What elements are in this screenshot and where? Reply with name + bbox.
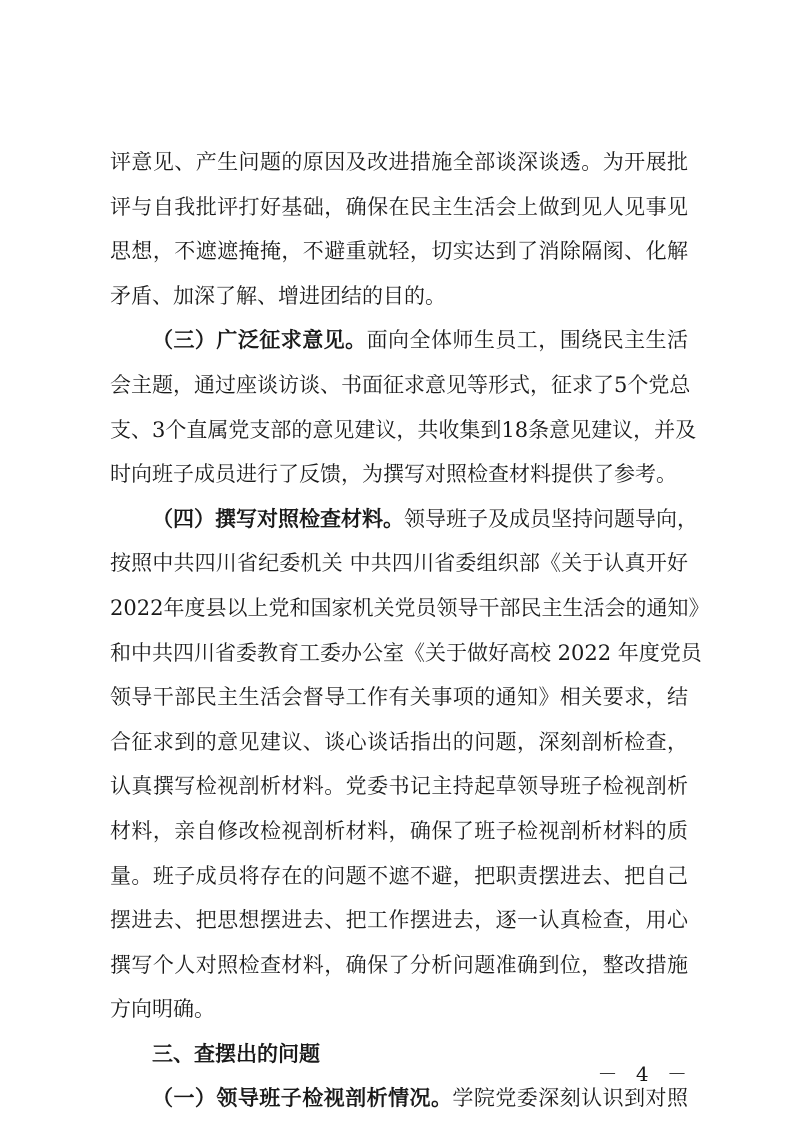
paragraph-line: 合征求到的意见建议、谈心谈话指出的问题，深刻剖析检查， bbox=[110, 729, 688, 754]
paragraph-line: 领导干部民主生活会督导工作有关事项的通知》相关要求，结 bbox=[110, 685, 688, 710]
heading-3: 三、查摆出的问题 bbox=[152, 1041, 320, 1066]
paragraph-line: 矛盾、加深了解、增进团结的目的。 bbox=[110, 283, 446, 308]
section-4-first-line bbox=[110, 497, 698, 542]
paragraph-line: 会主题，通过座谈访谈、书面征求意见等形式，征求了5个党总 bbox=[110, 372, 691, 397]
paragraph-line: 评与自我批评打好基础，确保在民主生活会上做到见人见事见 bbox=[110, 194, 688, 219]
section-3-text: 面向全体师生员工，围绕民主生活 bbox=[366, 328, 689, 353]
paragraph-line: 材料，亲自修改检视剖析材料，确保了班子检视剖析材料的质 bbox=[110, 818, 688, 843]
paragraph-line: 思想，不遮遮掩掩，不避重就轻，切实达到了消除隔阂、化解 bbox=[110, 239, 688, 264]
paragraph-line: 时向班子成员进行了反馈，为撰写对照检查材料提供了参考。 bbox=[110, 462, 677, 487]
paragraph-line: 评意见、产生问题的原因及改进措施全部谈深谈透。为开展批 bbox=[110, 150, 688, 174]
paragraph-line: 2022年度县以上党和国家机关党员领导干部民主生活会的通知》 bbox=[110, 595, 710, 620]
paragraph-line: 摆进去、把思想摆进去、把工作摆进去，逐一认真检查，用心 bbox=[110, 908, 688, 933]
paragraph-line: 方向明确。 bbox=[110, 997, 215, 1022]
section-4-title: （四）撰写对照检查材料。 bbox=[152, 506, 404, 531]
page-number: － 4 － bbox=[597, 1062, 693, 1086]
paragraph-line: 和中共四川省委教育工委办公室《关于做好高校 2022 年度党员 bbox=[110, 640, 702, 665]
subsection-1-title: （一）领导班子检视剖析情况。 bbox=[152, 1086, 453, 1111]
paragraph-line: 量。班子成员将存在的问题不遮不避，把职责摆进去、把自己 bbox=[110, 863, 688, 888]
paragraph-line: 支、3个直属党支部的意见建议，共收集到18条意见建议，并及 bbox=[110, 417, 697, 442]
subsection-1-text: 学院党委深刻认识到对照 bbox=[452, 1086, 689, 1111]
section-3-title: （三）广泛征求意见。 bbox=[152, 328, 367, 353]
paragraph-line: 按照中共四川省纪委机关 中共四川省委组织部《关于认真开好 bbox=[110, 551, 688, 576]
section-3-first-line bbox=[110, 318, 688, 363]
paragraph-line: 认真撰写检视剖析材料。党委书记主持起草领导班子检视剖析 bbox=[110, 774, 688, 799]
paragraph-line: 撰写个人对照检查材料，确保了分析问题准确到位，整改措施 bbox=[110, 952, 688, 977]
body-text bbox=[110, 140, 710, 1121]
section-4-text: 领导班子及成员坚持问题导向， bbox=[404, 506, 698, 531]
